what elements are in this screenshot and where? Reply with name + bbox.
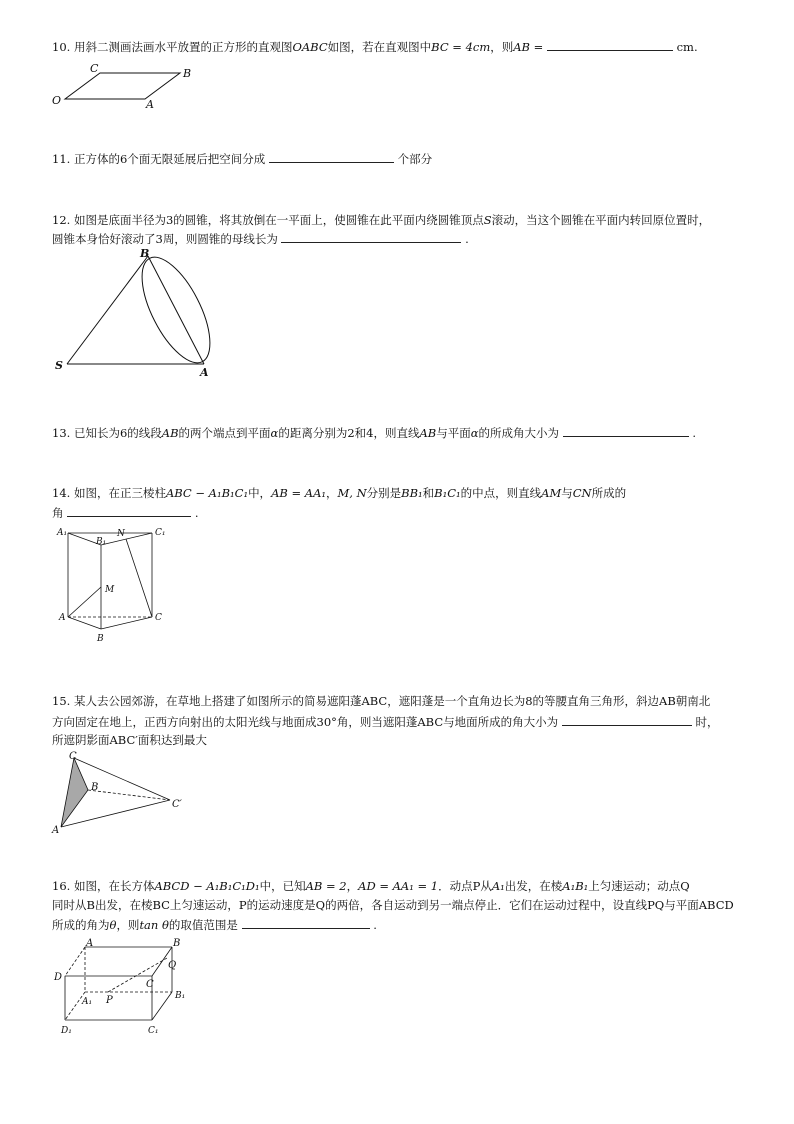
q15-awning-figure (52, 752, 192, 834)
label-s: S (55, 359, 63, 372)
q16-answer-blank[interactable] (242, 916, 370, 929)
svg-text:N: N (117, 529, 125, 539)
q13-text: 13. 已知长为6的线段AB的两个端点到平面α的距离分别为2和4，则直线AB与平面α的所成角大小为 . (52, 426, 696, 440)
q12-cone-figure (52, 246, 222, 381)
svg-text:D₁: D₁ (61, 1026, 72, 1036)
label-a: A (146, 98, 154, 111)
svg-text:A₁: A₁ (82, 997, 93, 1007)
svg-text:B₁: B₁ (96, 537, 107, 547)
q10-text: 10. 用斜二测画法画水平放置的正方形的直观图OABC如图，若在直观图中BC = 4cm，则AB = cm. (52, 40, 698, 54)
q14-line1: 14. 如图，在正三棱柱ABC − A₁B₁C₁中，AB = AA₁，M, N分别是BB₁和B₁C₁的中点，则直线AM与CN所成的 (52, 486, 627, 500)
q14-prism-figure (54, 524, 174, 646)
q15-number: 15. (52, 694, 71, 708)
q15-line2: 方向固定在地上，正西方向射出的太阳光线与地面成30°角，则当遮阳蓬ABC与地面所成的角大小为 时， (52, 715, 719, 729)
q16-line2: 同时从B出发，在棱BC上匀速运动，P的运动速度是Q的两倍，各自运动到另一端点停止．它们在运动过程中，设直线PQ与平面ABCD (52, 898, 734, 912)
q14-number: 14. (52, 486, 71, 500)
svg-text:A₁: A₁ (57, 528, 68, 538)
svg-text:C′: C′ (172, 799, 182, 810)
svg-text:C: C (146, 979, 154, 990)
svg-text:C: C (69, 751, 77, 762)
q13-answer-blank[interactable] (563, 424, 689, 437)
svg-text:B: B (97, 634, 104, 644)
svg-text:C₁: C₁ (148, 1026, 159, 1036)
q15-line3: 所遮阴影面ABC′面积达到最大 (52, 733, 207, 747)
q15-answer-blank[interactable] (562, 713, 692, 726)
label-b: B (183, 67, 192, 80)
svg-text:P: P (106, 995, 113, 1006)
q10-number: 10. (52, 40, 71, 54)
svg-text:A: A (52, 825, 60, 836)
q13-number: 13. (52, 426, 71, 440)
shaded-triangle (61, 758, 88, 827)
q16-number: 16. (52, 879, 71, 893)
svg-text:B₁: B₁ (175, 991, 186, 1001)
segment-am (68, 587, 101, 617)
svg-text:M: M (105, 585, 115, 595)
svg-text:C₁: C₁ (155, 528, 166, 538)
segment-pq (108, 958, 167, 992)
svg-text:D: D (54, 972, 63, 983)
segment-cn (126, 539, 152, 617)
q12-line1: 12. 如图是底面半径为3的圆锥，将其放倒在一平面上，使圆锥在此平面内绕圆锥顶点S滚动，当这个圆锥在平面内转回原位置时， (52, 213, 711, 227)
label-a: A (200, 366, 209, 379)
label-o: O (52, 94, 62, 107)
svg-text:Q: Q (168, 960, 177, 971)
q12-answer-blank[interactable] (281, 230, 461, 243)
svg-text:A: A (59, 613, 66, 623)
svg-text:C: C (155, 613, 162, 623)
q16-cuboid-figure (52, 936, 202, 1038)
q14-line2: 角 . (52, 506, 199, 520)
svg-text:B: B (91, 782, 99, 793)
q10-answer-blank[interactable] (547, 38, 673, 51)
svg-text:B: B (173, 938, 181, 949)
q14-answer-blank[interactable] (67, 504, 191, 517)
q10-parallelogram-figure (50, 62, 200, 110)
label-b: B (140, 247, 150, 260)
q11-answer-blank[interactable] (269, 150, 394, 163)
cone-diameter-ab (148, 256, 204, 364)
cone-edge-sb (67, 256, 148, 364)
q16-line1: 16. 如图，在长方体ABCD − A₁B₁C₁D₁中，已知AB = 2，AD = AA₁ = 1．动点P从A₁出发，在棱A₁B₁上匀速运动；动点Q (52, 879, 690, 893)
q11-text: 11. 正方体的6个面无限延展后把空间分成 个部分 (52, 152, 433, 166)
parallelogram-oabc (65, 73, 180, 99)
label-c: C (90, 62, 99, 75)
svg-text:A: A (86, 938, 94, 949)
q12-line2: 圆锥本身恰好滚动了3周，则圆锥的母线长为 . (52, 232, 469, 246)
q12-number: 12. (52, 213, 71, 227)
q15-line1: 15. 某人去公园郊游，在草地上搭建了如图所示的简易遮阳蓬ABC，遮阳蓬是一个直角边长为8的等腰直角三角形，斜边AB朝南北 (52, 694, 711, 708)
q11-number: 11. (52, 152, 71, 166)
q16-line3: 所成的角为θ，则tan θ的取值范围是 . (52, 918, 377, 932)
